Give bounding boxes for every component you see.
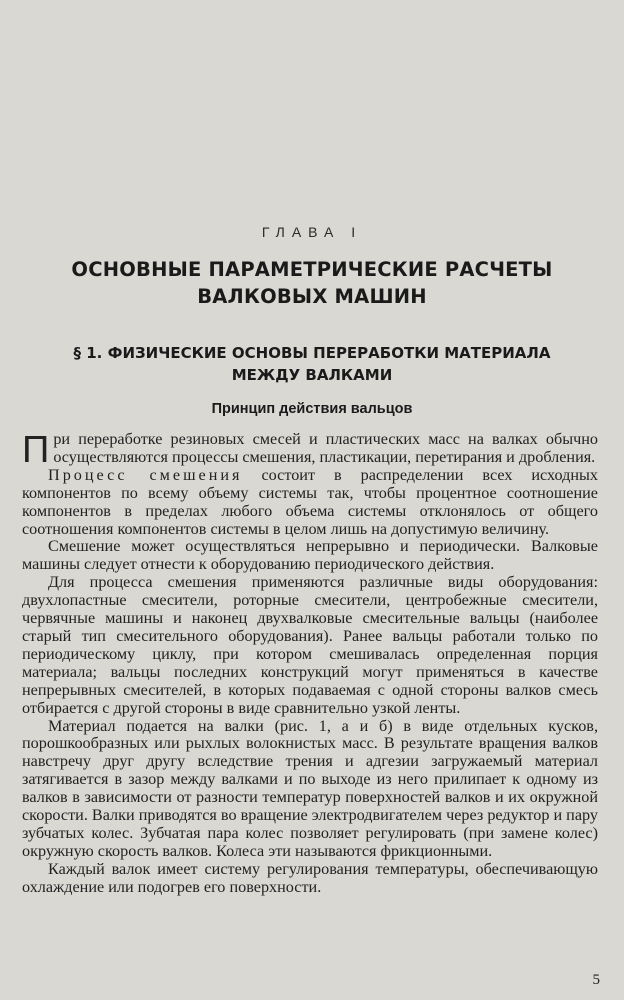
drop-cap: П <box>22 429 50 471</box>
chapter-title-line-1: ОСНОВНЫЕ ПАРАМЕТРИЧЕСКИЕ РАСЧЕТЫ <box>71 258 553 281</box>
chapter-title <box>60 256 564 310</box>
section-heading-line-2: МЕЖДУ ВАЛКАМИ <box>231 366 393 384</box>
paragraph: При переработке резиновых смесей и пластических масс на валках обычно осуществляются процессы смешения, пластикации, перетирания и дробления. <box>22 429 598 471</box>
subsection-heading: Принцип действия вальцов <box>211 401 413 417</box>
paragraph: Для процесса смешения применяются различные виды оборудования: двухлопастные смесители, роторные смесители, центробежные смесители, червячные машины и наконец двухвалковые смесительные вальцы (наиболее старый тип смесительного оборудования). Ранее вальцы работали только по периодическому циклу, при котором смешивалась определенная порция материала; вальцы последних конструкций могут применяться в качестве непрерывных смесителей, в которых подаваемая с одной стороны валков смесь отбирается с другой стороны в виде сравнительно узкой ленты. <box>22 573 598 717</box>
page-number: 5 <box>592 972 600 988</box>
paragraph: Процесс смешения состоит в распределении всех исходных компонентов по всему объему системы так, чтобы процентное соотношение компонентов в пределах любого объема системы отклонялось от общего соотношения компонентов системы в целом лишь на допустимую величину. <box>22 465 598 538</box>
paragraph: Смешение может осуществляться непрерывно и периодически. Валковые машины следует отнести к оборудованию периодического действия. <box>22 537 598 574</box>
paragraph: Материал подается на валки (рис. 1, а и б) в виде отдельных кусков, порошкообразных или рыхлых волокнистых масс. В результате вращения валков навстречу друг другу вследствие трения и адгезии загружаемый материал затягивается в зазор между валками и по выходе из него прилипает к одному из валков в зависимости от разности температур поверхностей валков и их окружной скорости. Валки приводятся во вращение электродвигателем через редуктор и пару зубчатых колес. Зубчатая пара колес позволяет регулировать (при замене колес) окружную скорость валков. Колеса эти называются фрикционными. <box>22 716 598 860</box>
paragraph: Каждый валок имеет систему регулирования температуры, обеспечивающую охлаждение или подогрев его поверхности. <box>22 859 598 896</box>
emphasized-term: Процесс смешения <box>48 465 243 484</box>
chapter-title-line-2: ВАЛКОВЫХ МАШИН <box>197 285 427 308</box>
body-text <box>22 431 598 897</box>
chapter-heading: ГЛАВА I <box>261 224 363 240</box>
section-heading-line-1: § 1. ФИЗИЧЕСКИЕ ОСНОВЫ ПЕРЕРАБОТКИ МАТЕРИАЛА <box>73 344 551 362</box>
section-heading <box>60 342 564 386</box>
